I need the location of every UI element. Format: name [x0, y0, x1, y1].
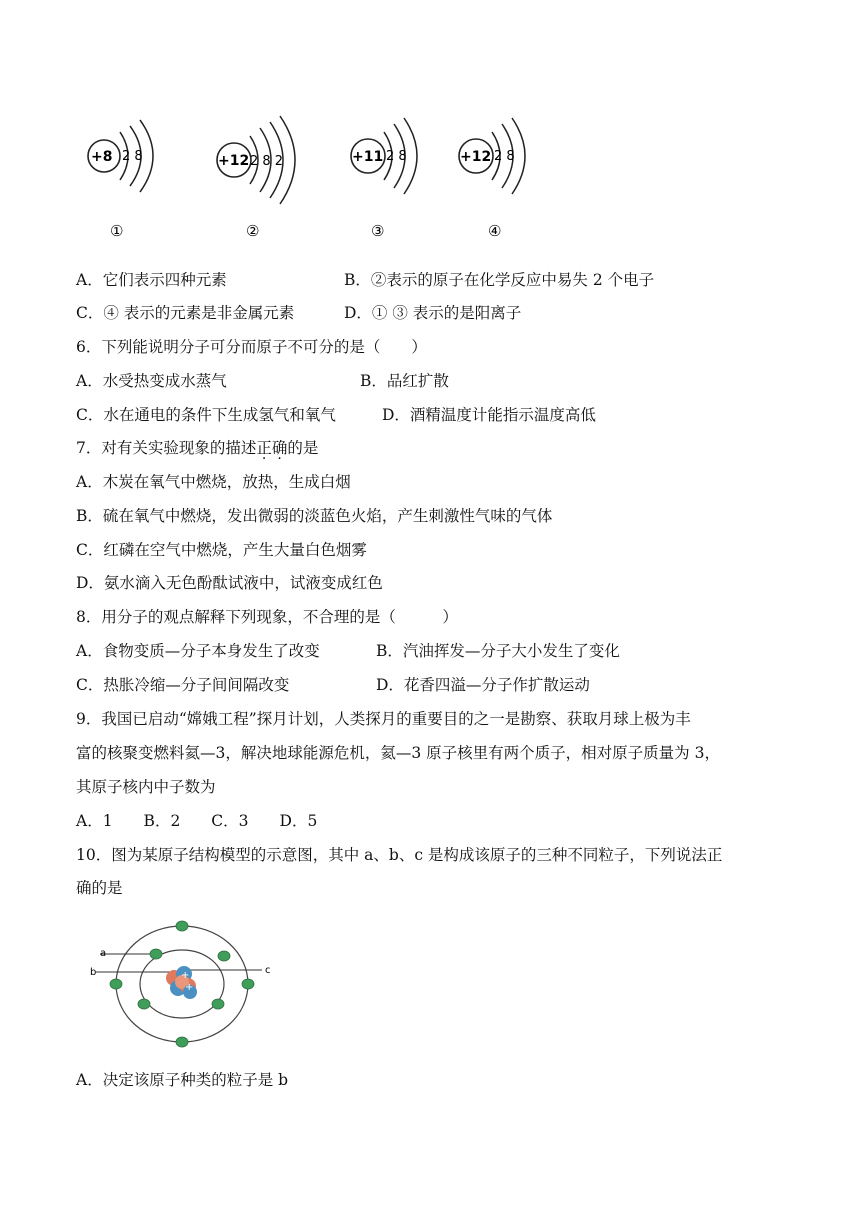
q5-option-c: C．④ 表示的元素是非金属元素 [76, 304, 295, 322]
q7-stem-emphasis-2: 确 [271, 439, 288, 457]
electron-config: 2 8 [122, 149, 143, 164]
q8-option-b: B．汽油挥发—分子大小发生了变化 [376, 642, 620, 660]
diagram-number: ④ [488, 222, 502, 240]
atom-diagram-3 [351, 118, 417, 240]
q7-option-a: A．木炭在氧气中燃烧，放热，生成白烟 [76, 473, 351, 491]
svg-text:+: + [181, 970, 190, 981]
atom-diagram-4 [459, 118, 525, 240]
q10-stem-line1: 10．图为某原子结构模型的示意图，其中 a、b、c 是构成该原子的三种不同粒子，下列说法正 [76, 846, 723, 864]
nucleus-charge: +12 [460, 149, 492, 165]
q9-stem-line2: 富的核聚变燃料氦—3，解决地球能源危机，氦—3 原子核里有两个质子，相对原子质量为 3， [76, 744, 720, 762]
q6-option-d: D．酒精温度计能指示温度高低 [382, 406, 596, 424]
q5-options-row2 [76, 303, 796, 323]
electron-config: 2 8 [494, 149, 515, 164]
q9-stem-line3: 其原子核内中子数为 [76, 778, 216, 796]
q8-option-d: D．花香四溢—分子作扩散运动 [376, 676, 590, 694]
svg-text:+: + [185, 982, 194, 993]
q7-option-d: D．氨水滴入无色酚酞试液中，试液变成红色 [76, 574, 383, 592]
diagram-number: ③ [371, 222, 385, 240]
atom-model-diagram [70, 908, 300, 1058]
electron-config: 2 8 [386, 149, 407, 164]
diagram-number: ① [110, 222, 124, 240]
q8-stem: 8．用分子的观点解释下列现象，不合理的是（ ） [76, 608, 458, 626]
q7-stem-emphasis-1: 正 [256, 439, 272, 457]
q7-option-b: B．硫在氧气中燃烧，发出微弱的淡蓝色火焰，产生刺激性气味的气体 [76, 507, 553, 525]
q9-options: A．1 B．2 C．3 D．5 [76, 812, 318, 830]
nucleus [166, 966, 197, 999]
nucleus-charge: +12 [218, 153, 250, 169]
label-b: b [90, 967, 97, 978]
label-a: a [100, 948, 107, 959]
q6-options-row2 [76, 405, 796, 425]
electron-config: 2 8 2 [250, 154, 284, 169]
q7-stem-post: 的是 [287, 439, 319, 457]
nucleus-charge: +8 [91, 149, 113, 165]
q9-stem-line1: 9．我国已启动“嫦娥工程”探月计划，人类探月的重要目的之一是勘察、获取月球上极为丰 [76, 710, 691, 728]
q8-option-a: A．食物变质—分子本身发生了改变 [76, 642, 320, 660]
q6-stem: 6．下列能说明分子可分而原子不可分的是（ ） [76, 338, 427, 356]
atom-diagram-2 [217, 116, 295, 240]
nucleus-charge: +11 [352, 149, 384, 165]
q5-option-d: D．① ③ 表示的是阳离子 [344, 304, 522, 322]
atom-diagram-1 [88, 120, 153, 240]
q7-option-c: C．红磷在空气中燃烧，产生大量白色烟雾 [76, 541, 367, 559]
q10-stem-line2: 确的是 [76, 879, 123, 897]
q5-option-a: A．它们表示四种元素 [76, 271, 227, 289]
q8-options-row2 [76, 675, 796, 695]
q5-options-row1 [76, 270, 796, 290]
atom-structure-diagrams [60, 108, 560, 248]
q8-option-c: C．热胀冷缩—分子间间隔改变 [76, 676, 290, 694]
diagram-number: ② [246, 222, 260, 240]
q7-stem-pre: 7．对有关实验现象的描述 [76, 439, 257, 457]
q5-option-b: B．②表示的原子在化学反应中易失 2 个电子 [344, 271, 655, 289]
q6-option-b: B．品红扩散 [360, 372, 449, 390]
q6-option-a: A．水受热变成水蒸气 [76, 372, 227, 390]
q10-option-a: A．决定该原子种类的粒子是 b [76, 1071, 289, 1089]
q8-options-row1 [76, 641, 796, 661]
q7-stem [76, 438, 318, 458]
label-c: c [265, 965, 271, 976]
q6-options-row1 [76, 371, 796, 391]
q6-option-c: C．水在通电的条件下生成氢气和氧气 [76, 406, 336, 424]
